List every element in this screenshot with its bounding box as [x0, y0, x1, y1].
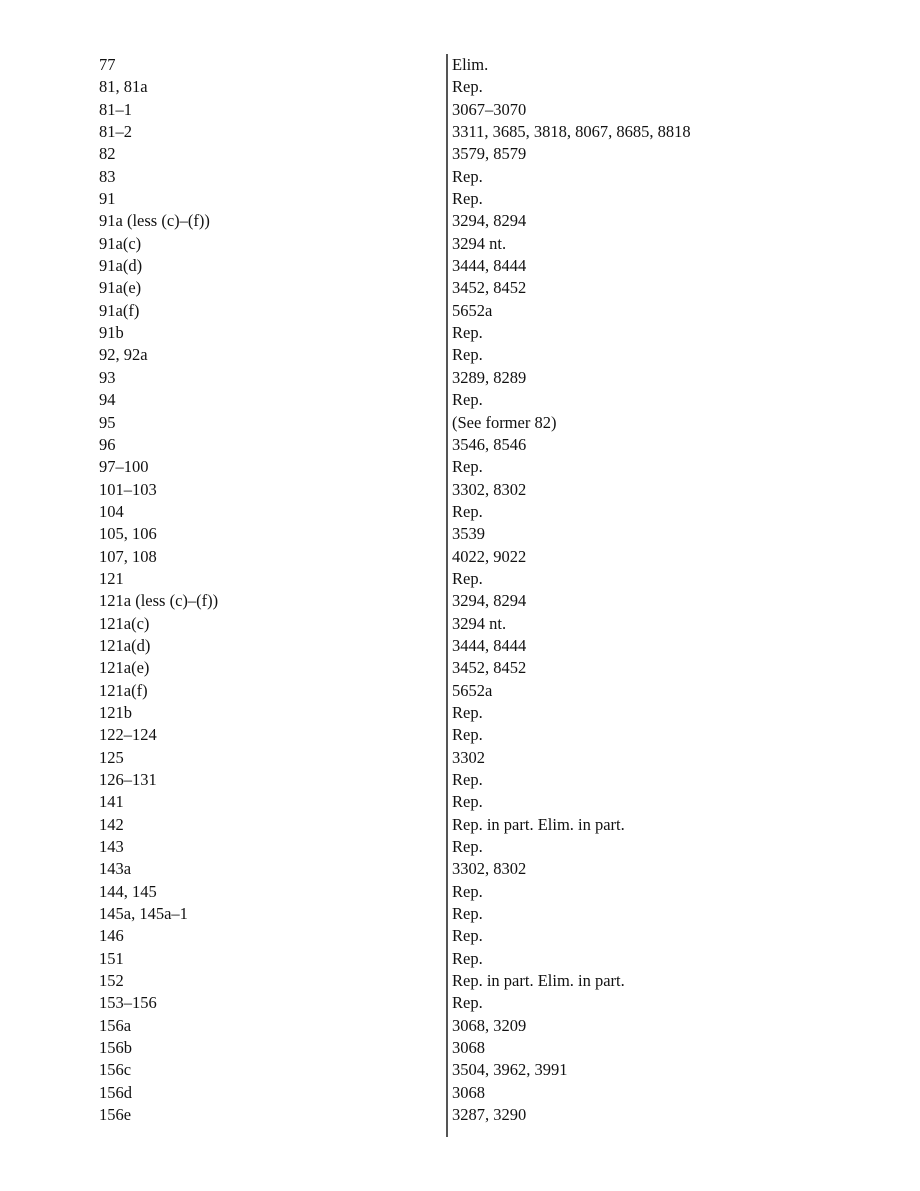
- revised-section-cell: 3068: [452, 1038, 485, 1058]
- table-row: [0, 1059, 920, 1081]
- former-section-cell: 156e: [99, 1105, 132, 1125]
- revised-section-cell: 3579, 8579: [452, 144, 527, 164]
- former-section-cell: 156b: [99, 1038, 132, 1058]
- former-section-cell: 105, 106: [99, 524, 157, 544]
- table-row: [0, 814, 920, 836]
- revised-section-cell: Rep.: [452, 993, 483, 1013]
- table-row: [0, 680, 920, 702]
- revised-section-cell: 3068: [452, 1082, 485, 1102]
- table-row: [0, 188, 920, 210]
- former-section-cell: 91a (less (c)–(f)): [99, 211, 210, 231]
- table-row: [0, 300, 920, 322]
- table-row: [0, 590, 920, 612]
- revised-section-cell: Rep.: [452, 926, 483, 946]
- table-row: [0, 613, 920, 635]
- revised-section-cell: (See former 82): [452, 412, 557, 432]
- table-row: [0, 881, 920, 903]
- table-row: [0, 791, 920, 813]
- revised-section-cell: Rep.: [452, 166, 483, 186]
- revised-section-cell: 3289, 8289: [452, 367, 527, 387]
- revised-section-cell: Rep.: [452, 390, 483, 410]
- revised-section-cell: 3504, 3962, 3991: [452, 1060, 568, 1080]
- former-section-cell: 144, 145: [99, 881, 157, 901]
- former-section-cell: 91b: [99, 323, 124, 343]
- former-section-cell: 126–131: [99, 770, 157, 789]
- former-section-cell: 96: [99, 434, 116, 454]
- former-section-cell: 156d: [99, 1082, 132, 1102]
- table-row: [0, 523, 920, 545]
- table-row: [0, 54, 920, 76]
- former-section-cell: 125: [99, 747, 124, 767]
- table-row: [0, 412, 920, 434]
- revised-section-cell: 3444, 8444: [452, 635, 527, 655]
- former-section-cell: 101–103: [99, 479, 157, 499]
- revised-section-cell: Elim.: [452, 55, 489, 74]
- revised-section-cell: Rep. in part. Elim. in part.: [452, 814, 625, 834]
- table-row: [0, 277, 920, 299]
- former-section-cell: 121: [99, 568, 124, 588]
- revised-section-cell: Rep.: [452, 702, 483, 722]
- table-row: [0, 121, 920, 143]
- revised-section-cell: 3539: [452, 524, 485, 544]
- former-section-cell: 142: [99, 814, 124, 834]
- table-row: [0, 367, 920, 389]
- table-row: [0, 255, 920, 277]
- former-section-cell: 91a(c): [99, 233, 142, 253]
- former-section-cell: 145a, 145a–1: [99, 904, 188, 924]
- former-section-cell: 152: [99, 971, 124, 991]
- former-section-cell: 104: [99, 501, 124, 521]
- table-row: [0, 992, 920, 1014]
- revised-section-cell: 3311, 3685, 3818, 8067, 8685, 8818: [452, 122, 691, 142]
- table-row: [0, 143, 920, 165]
- former-section-cell: 82: [99, 144, 116, 164]
- table-row: [0, 546, 920, 568]
- revised-section-cell: 3287, 3290: [452, 1105, 527, 1125]
- revised-section-cell: Rep.: [452, 568, 483, 588]
- table-row: [0, 99, 920, 121]
- former-section-cell: 107, 108: [99, 546, 157, 566]
- revised-section-cell: Rep.: [452, 345, 483, 365]
- former-section-cell: 81, 81a: [99, 77, 148, 97]
- table-row: [0, 657, 920, 679]
- revised-section-cell: Rep.: [452, 725, 483, 745]
- table-row: [0, 389, 920, 411]
- revised-section-cell: 3294, 8294: [452, 591, 527, 611]
- table-row: [0, 970, 920, 992]
- table-row: [0, 635, 920, 657]
- revised-section-cell: 3302, 8302: [452, 859, 527, 879]
- table-row: [0, 166, 920, 188]
- revised-section-cell: 3546, 8546: [452, 434, 527, 454]
- table-row: [0, 858, 920, 880]
- former-section-cell: 151: [99, 948, 124, 968]
- revised-section-cell: 5652a: [452, 680, 493, 700]
- table-row: [0, 702, 920, 724]
- revised-section-cell: 3294 nt.: [452, 233, 507, 253]
- former-section-cell: 141: [99, 792, 124, 812]
- table-row: [0, 903, 920, 925]
- revised-section-cell: 3067–3070: [452, 99, 527, 119]
- former-section-cell: 91a(d): [99, 256, 143, 276]
- revised-section-cell: 3294, 8294: [452, 211, 527, 231]
- former-section-cell: 81–1: [99, 99, 132, 119]
- former-section-cell: 83: [99, 166, 116, 186]
- former-section-cell: 95: [99, 412, 116, 432]
- former-section-cell: 121a(c): [99, 613, 150, 633]
- revised-section-cell: 3302: [452, 747, 485, 767]
- table-row: [0, 1082, 920, 1104]
- table-row: [0, 769, 920, 791]
- revised-section-cell: Rep. in part. Elim. in part.: [452, 971, 625, 991]
- table-row: [0, 948, 920, 970]
- revised-section-cell: Rep.: [452, 323, 483, 343]
- former-section-cell: 77: [99, 55, 116, 74]
- former-section-cell: 93: [99, 367, 116, 387]
- former-section-cell: 81–2: [99, 122, 132, 142]
- table-row: [0, 479, 920, 501]
- revised-section-cell: Rep.: [452, 837, 483, 857]
- table-row: [0, 501, 920, 523]
- former-section-cell: 121a(f): [99, 680, 148, 700]
- revised-section-cell: Rep.: [452, 457, 483, 477]
- revised-section-cell: Rep.: [452, 501, 483, 521]
- table-row: [0, 434, 920, 456]
- revised-section-cell: Rep.: [452, 948, 483, 968]
- revised-section-cell: 3294 nt.: [452, 613, 507, 633]
- table-row: [0, 568, 920, 590]
- former-section-cell: 143: [99, 837, 124, 857]
- table-row: [0, 344, 920, 366]
- former-section-cell: 156c: [99, 1060, 132, 1080]
- table-row: [0, 747, 920, 769]
- former-section-cell: 91a(f): [99, 300, 140, 320]
- table-row: [0, 76, 920, 98]
- former-section-cell: 121a (less (c)–(f)): [99, 591, 219, 611]
- table-row: [0, 836, 920, 858]
- former-section-cell: 121b: [99, 702, 132, 722]
- former-section-cell: 97–100: [99, 457, 149, 477]
- former-section-cell: 121a(d): [99, 635, 151, 655]
- table-row: [0, 456, 920, 478]
- former-section-cell: 91: [99, 189, 116, 209]
- table-row: [0, 1104, 920, 1126]
- revised-section-cell: Rep.: [452, 792, 483, 812]
- former-section-cell: 143a: [99, 859, 132, 879]
- former-section-cell: 92, 92a: [99, 345, 148, 365]
- former-section-cell: 122–124: [99, 725, 157, 745]
- former-section-cell: 91a(e): [99, 278, 142, 298]
- revised-section-cell: Rep.: [452, 881, 483, 901]
- revised-section-cell: Rep.: [452, 904, 483, 924]
- table-row: [0, 210, 920, 232]
- revised-section-cell: 3068, 3209: [452, 1015, 527, 1035]
- table-row: [0, 1037, 920, 1059]
- revised-section-cell: 5652a: [452, 300, 493, 320]
- revised-section-cell: Rep.: [452, 77, 483, 97]
- revised-section-cell: Rep.: [452, 189, 483, 209]
- former-section-cell: 146: [99, 926, 124, 946]
- revised-section-cell: 3302, 8302: [452, 479, 527, 499]
- table-row: [0, 322, 920, 344]
- revised-section-cell: 3444, 8444: [452, 256, 527, 276]
- revised-section-cell: 4022, 9022: [452, 546, 527, 566]
- table-row: [0, 233, 920, 255]
- section-disposition-table: [0, 54, 920, 1127]
- revised-section-cell: 3452, 8452: [452, 658, 527, 678]
- revised-section-cell: 3452, 8452: [452, 278, 527, 298]
- revised-section-cell: Rep.: [452, 770, 483, 789]
- former-section-cell: 121a(e): [99, 658, 150, 678]
- former-section-cell: 156a: [99, 1015, 132, 1035]
- table-row: [0, 925, 920, 947]
- former-section-cell: 94: [99, 390, 116, 410]
- table-row: [0, 1015, 920, 1037]
- former-section-cell: 153–156: [99, 993, 157, 1013]
- table-row: [0, 724, 920, 746]
